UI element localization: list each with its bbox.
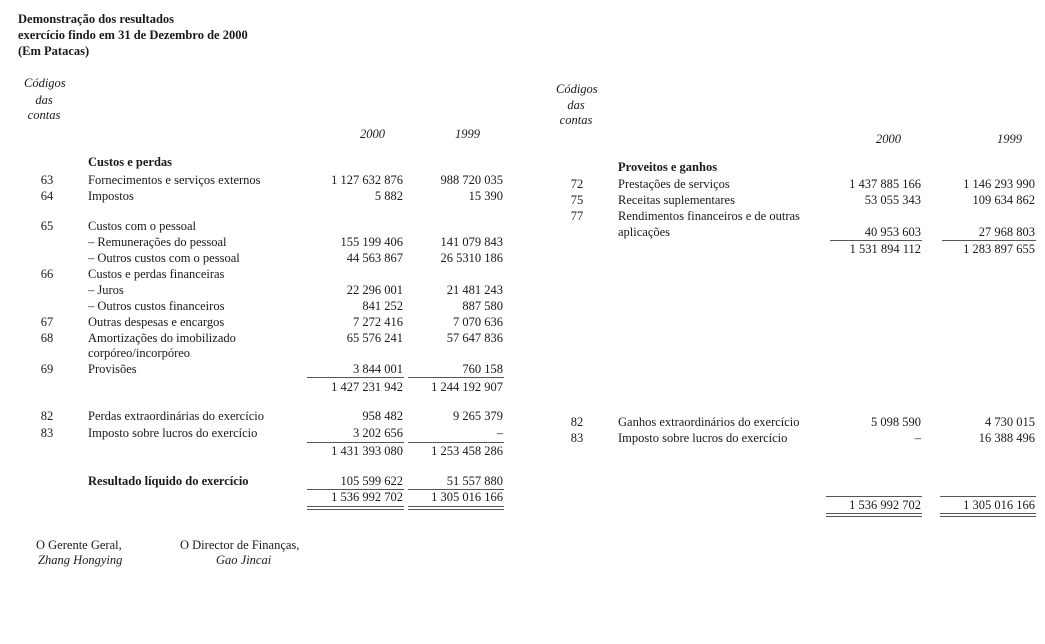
value-2000: 1 427 231 942 (331, 380, 403, 394)
value-2000: 7 272 416 (353, 315, 403, 329)
value-1999: 1 244 192 907 (431, 380, 503, 394)
value-2000: 40 953 603 (864, 225, 921, 239)
codes-header-left-3: contas (27, 108, 61, 122)
account-label: Ganhos extraordinários do exercício (618, 415, 800, 429)
total-double-rule (408, 509, 504, 510)
codes-header-right-2: das (567, 98, 585, 112)
account-code: 65 (40, 219, 54, 233)
value-2000: 1 536 992 702 (849, 498, 921, 512)
value-1999: – (496, 426, 503, 440)
account-label: Perdas extraordinárias do exercício (88, 409, 264, 423)
value-1999: 1 253 458 286 (431, 444, 503, 458)
value-1999: 27 968 803 (978, 225, 1035, 239)
codes-header-right-1: Códigos (556, 82, 598, 96)
value-1999: 16 388 496 (978, 431, 1035, 445)
account-label: Custos e perdas financeiras (88, 267, 225, 281)
account-code: 68 (40, 331, 54, 345)
statement-period: exercício findo em 31 de Dezembro de 2000 (18, 28, 248, 42)
total-double-rule (307, 506, 404, 507)
account-code: 66 (40, 267, 54, 281)
account-label: corpóreo/incorpóreo (88, 346, 191, 360)
account-label: – Remunerações do pessoal (88, 235, 227, 249)
value-1999: 1 305 016 166 (963, 498, 1035, 512)
value-2000: 958 482 (362, 409, 403, 423)
account-code: 83 (40, 426, 54, 440)
account-label: Fornecimentos e serviços externos (88, 173, 261, 187)
value-2000: 1 531 894 112 (849, 242, 921, 256)
value-2000: 3 844 001 (353, 362, 403, 376)
total-double-rule (408, 506, 504, 507)
value-2000: 1 536 992 702 (331, 490, 403, 504)
value-2000: 53 055 343 (864, 193, 921, 207)
value-1999: 760 158 (462, 362, 503, 376)
value-1999: 15 390 (468, 189, 503, 203)
statement-currency: (Em Patacas) (18, 44, 90, 58)
value-1999: 7 070 636 (453, 315, 503, 329)
account-label: Provisões (88, 362, 137, 376)
account-label: – Juros (88, 283, 124, 297)
value-2000: – (914, 431, 921, 445)
value-2000: 5 882 (374, 189, 403, 203)
year-header-left-1999: 1999 (455, 127, 480, 141)
total-double-rule (940, 513, 1036, 514)
subtotal-rule (307, 442, 404, 443)
section-heading: Proveitos e ganhos (618, 160, 718, 174)
value-2000: 44 563 867 (346, 251, 403, 265)
value-1999: 57 647 836 (446, 331, 503, 345)
value-2000: 1 437 885 166 (849, 177, 921, 191)
account-code: 67 (40, 315, 54, 329)
value-2000: 1 127 632 876 (331, 173, 403, 187)
account-label: Custos com o pessoal (88, 219, 196, 233)
value-1999: 1 305 016 166 (431, 490, 503, 504)
value-2000: 841 252 (362, 299, 403, 313)
account-code: 82 (570, 415, 584, 429)
signature-name-manager: Zhang Hongying (38, 553, 123, 567)
account-code: 83 (570, 431, 584, 445)
account-label: Receitas suplementares (618, 193, 735, 207)
value-1999: 26 5310 186 (440, 251, 503, 265)
value-1999: 21 481 243 (446, 283, 503, 297)
total-double-rule (307, 509, 404, 510)
value-2000: 105 599 622 (340, 474, 403, 488)
value-1999: 9 265 379 (453, 409, 503, 423)
signature-name-finance: Gao Jincai (216, 553, 272, 567)
subtotal-rule (830, 240, 922, 241)
value-1999: 4 730 015 (985, 415, 1035, 429)
total-rule-top (826, 496, 922, 497)
codes-header-right-3: contas (559, 113, 593, 127)
account-code: 72 (570, 177, 584, 191)
total-double-rule (826, 516, 922, 517)
account-label: Prestações de serviços (618, 177, 730, 191)
signature-title-manager: O Gerente Geral, (36, 538, 122, 552)
value-2000: 1 431 393 080 (331, 444, 403, 458)
total-double-rule (826, 513, 922, 514)
account-label: – Outros custos financeiros (88, 299, 225, 313)
account-code: 75 (570, 193, 584, 207)
signature-title-finance: O Director de Finanças, (180, 538, 300, 552)
value-1999: 887 580 (462, 299, 503, 313)
subtotal-rule (408, 377, 504, 378)
subtotal-rule (942, 240, 1036, 241)
account-code: 82 (40, 409, 54, 423)
value-1999: 109 634 862 (972, 193, 1035, 207)
account-label: Imposto sobre lucros do exercício (618, 431, 788, 445)
section-heading: Custos e perdas (88, 155, 173, 169)
subtotal-rule (408, 489, 504, 490)
account-code: 69 (40, 362, 54, 376)
value-2000: 155 199 406 (340, 235, 403, 249)
value-2000: 22 296 001 (346, 283, 403, 297)
value-2000: 65 576 241 (346, 331, 403, 345)
codes-header-left-1: Códigos (24, 76, 66, 90)
statement-title: Demonstração dos resultados (18, 12, 175, 26)
account-label: Outras despesas e encargos (88, 315, 225, 329)
value-1999: 141 079 843 (440, 235, 503, 249)
account-label: Rendimentos financeiros e de outras (618, 209, 800, 223)
codes-header-left-2: das (35, 93, 53, 107)
value-2000: 5 098 590 (871, 415, 921, 429)
year-header-right-1999: 1999 (997, 132, 1022, 146)
value-1999: 51 557 880 (446, 474, 503, 488)
year-header-right-2000: 2000 (876, 132, 901, 146)
account-label: Imposto sobre lucros do exercício (88, 426, 258, 440)
subtotal-rule (307, 489, 404, 490)
account-code: 64 (40, 189, 54, 203)
account-label: aplicações (618, 225, 671, 239)
value-2000: 3 202 656 (353, 426, 403, 440)
account-code: 77 (570, 209, 584, 223)
subtotal-rule (307, 377, 404, 378)
value-1999: 988 720 035 (440, 173, 503, 187)
account-label: Impostos (88, 189, 134, 203)
total-double-rule (940, 516, 1036, 517)
account-label: – Outros custos com o pessoal (88, 251, 240, 265)
total-rule-top (940, 496, 1036, 497)
section-heading: Resultado líquido do exercício (88, 474, 249, 488)
subtotal-rule (408, 442, 504, 443)
account-code: 63 (40, 173, 54, 187)
value-1999: 1 146 293 990 (963, 177, 1035, 191)
account-label: Amortizações do imobilizado (88, 331, 236, 345)
year-header-left-2000: 2000 (360, 127, 385, 141)
value-1999: 1 283 897 655 (963, 242, 1035, 256)
